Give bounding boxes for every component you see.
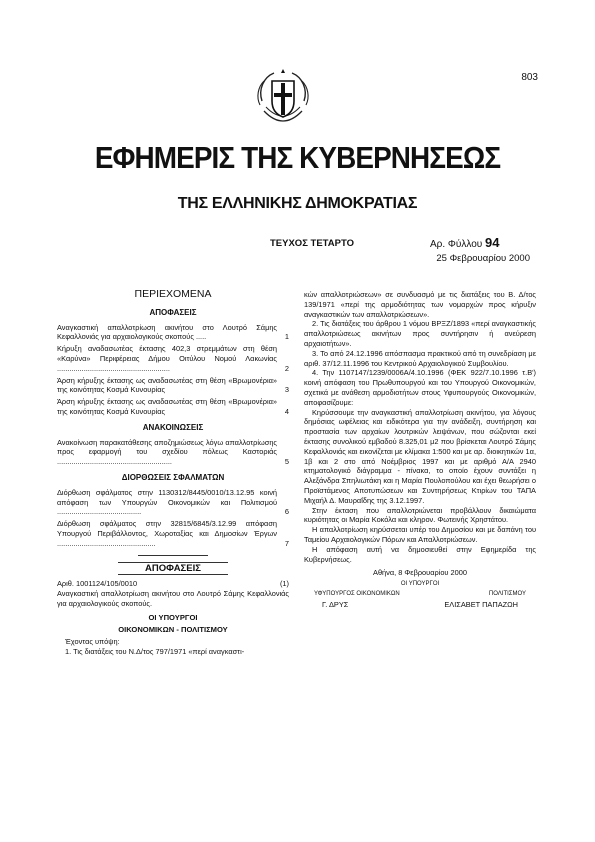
decision-reference: Αριθ. 1001124/105/0010 (1)	[57, 579, 289, 589]
paragraph: Η απόφαση αυτή να δημοσιευθεί στην Εφημερίδα της Κυβερνήσεως.	[304, 544, 536, 564]
sheet-number: Αρ. Φύλλου 94	[430, 235, 500, 250]
decision-title: Αναγκαστική απαλλοτρίωση ακινήτου στο Λουτρό Σάμης Κεφαλλονιάς για αρχαιολογικούς σκοπούς.	[57, 589, 289, 608]
page-number: 803	[521, 72, 538, 83]
paragraph: 1. Τις διατάξεις του Ν.Δ/τος 797/1971 «περί αναγκαστι-	[65, 646, 245, 656]
paragraph: 4. Την 1107147/1239/0006Α/4.10.1996 (ΦΕΚ 922/7.10.1996 τ.Β') κοινή απόφαση του Πρωθυπουργού και του Υπουργού Οικονομικών, σχετικά με ανάθεση αρμοδιοτήτων στους Υφυπουργούς Οικονομικών, αποφασίζουμε:	[304, 368, 536, 407]
place-date: Αθήνα, 8 Φεβρουαρίου 2000	[373, 568, 467, 578]
ministers-heading: ΟΙ ΥΠΟΥΡΓΟΙ	[148, 612, 198, 622]
toc-item: Άρση κήρυξης έκτασης ως αναδασωτέας στη θέση «Βρωμονέρια» της κοινότητας Κοσμά Κυνουρίας 4	[57, 397, 289, 416]
paragraph: Στην έκταση που απαλλοτριώνεται προβάλλουν δικαιώματα κυριότητας οι Μαρία Κοκόλα και κληρον. Φωτεινής Χρηστάτου.	[304, 505, 536, 525]
coat-of-arms-emblem	[252, 67, 314, 133]
section-divider	[138, 555, 208, 556]
ministers-subheading: ΟΙΚΟΝΟΜΙΚΩΝ - ΠΟΛΙΤΙΣΜΟΥ	[118, 624, 228, 634]
contents-section-heading: ΔΙΟΡΘΩΣΕΙΣ ΣΦΑΛΜΑΤΩΝ	[121, 472, 225, 482]
paragraph: Κηρύσσουμε την αναγκαστική απαλλοτρίωση ακινήτου, για λόγους δημόσιας ωφέλειας και ειδικότερα για την ανάδειξη, συντήρηση και προστασία των αρχαίων λουτρικών λειψάνων, που σώζονται εκεί έκτασης συνολικού εμβαδού 8.325,01 μ2 που βρίσκεται Λουτρό Σάμης Κεφαλλονιάς και εικονίζεται με κλίμακα 1:500 και με αρ. διοικητικών 1α, 1β και 2 στο από Νοέμβριος 1997 και με αριθμό Α/Α 2940 κτηματολογικό διάγραμμα - πίνακα, το οποίο έχουν συντάξει η Αλεξάνδρα Σπηλιωτάκη και η Μαρία Πουλοπούλου και έχει θεωρήσει ο Προϊστάμενος Αποτυπώσεων και Συντηρήσεως Κτιρίων του ΤΑΠΑ Μιχαήλ Δ. Μαυραΐδης της 3.12.1997.	[304, 407, 536, 505]
signatories-names: Γ. ΔΡΥΣ ΕΛΙΣΑΒΕΤ ΠΑΠΑΖΩΗ	[322, 599, 518, 609]
toc-item: Διόρθωση σφάλματος στην 32815/6845/3.12.99 απόφαση Υπουργού Περιβάλλοντος, Χωροταξίας και Δημοσίων Έργων ................................................ 7	[57, 519, 289, 548]
issue-date: 25 Φεβρουαρίου 2000	[436, 253, 530, 264]
gazette-title: ΕΦΗΜΕΡΙΣ ΤΗΣ ΚΥΒΕΡΝΗΣΕΩΣ	[94, 140, 501, 175]
paragraph: κών απαλλοτριώσεων» σε συνδυασμό με τις διατάξεις του Β. Δ/τος 139/1971 «περί της αρμοδιότητας των νομαρχών προς κήρυξιν αναγκαστικών των απαλλοτριώσεων».	[304, 290, 536, 319]
toc-item: Κήρυξη αναδασωτέας έκτασης 402,3 στρεμμάτων στη θέση «Καρύνα» Περιφέρειας Δήμου Οιτύλου Νομού Λακωνίας ....................................................... 2	[57, 344, 289, 373]
signatories-roles: ΥΦΥΠΟΥΡΓΟΣ ΟΙΚΟΝΟΜΙΚΩΝ ΠΟΛΙΤΙΣΜΟΥ	[314, 590, 526, 597]
paragraph: Η απαλλοτρίωση κηρύσσεται υπέρ του Δημοσίου και με δαπάνη του Ταμείου Αρχαιολογικών Πόρων και Απαλλοτριώσεων.	[304, 525, 536, 544]
signatories-title: ΟΙ ΥΠΟΥΡΓΟΙ	[400, 581, 440, 588]
right-column	[304, 290, 536, 610]
left-column	[57, 290, 289, 656]
toc-item: Διόρθωση σφάλματος στην 1130312/8445/0010/13.12.95 κοινή απόφαση των Υπουργών Οικονομικών και Πολιτισμού ......................................... 6	[57, 487, 289, 517]
contents-section-heading: ΑΝΑΚΟΙΝΩΣΕΙΣ	[142, 422, 204, 432]
gazette-subtitle: ΤΗΣ ΕΛΛΗΝΙΚΗΣ ΔΗΜΟΚΡΑΤΙΑΣ	[177, 195, 418, 212]
paragraph: 3. Το από 24.12.1996 απόσπασμα πρακτικού από τη συνεδρίαση με αριθ. 37/12.11.1996 του Κεντρικού Αρχαιολογικού Συμβουλίου.	[304, 348, 536, 368]
toc-item: Ανακοίνωση παρακατάθεσης αποζημιώσεως λόγω απαλλοτρίωσης προς εφαρμογή του σχεδίου πόλεως Καστοριάς ........................................................ 5	[57, 437, 289, 467]
toc-item: Άρση κήρυξης έκτασης ως αναδασωτέας στη θέση «Βρωμονέρια» της κοινότητας Κοσμά Κυνουρίας 3	[57, 375, 289, 395]
toc-item: Αναγκαστική απαλλοτρίωση ακινήτου στο Λουτρό Σάμης Κεφαλλονιάς για αρχαιολογικούς σκοπούς ..... 1	[57, 322, 289, 342]
contents-section-heading: ΑΠΟΦΑΣΕΙΣ	[149, 307, 197, 317]
decisions-heading: ΑΠΟΦΑΣΕΙΣ	[118, 562, 228, 576]
having-considered: Έχοντας υπόψη:	[65, 636, 120, 646]
paragraph: 2. Τις διατάξεις του άρθρου 1 νόμου ΒΡΞΖ/1893 «περί αναγκαστικής απαλλοτριώσεως ακινήτων προς συντήρησιν ή ανεύρεση αρχαιοτήτων».	[304, 319, 536, 348]
issue-label: ΤΕΥΧΟΣ ΤΕΤΑΡΤΟ	[270, 238, 354, 249]
contents-title: ΠΕΡΙΕΧΟΜΕΝΑ	[134, 288, 212, 300]
